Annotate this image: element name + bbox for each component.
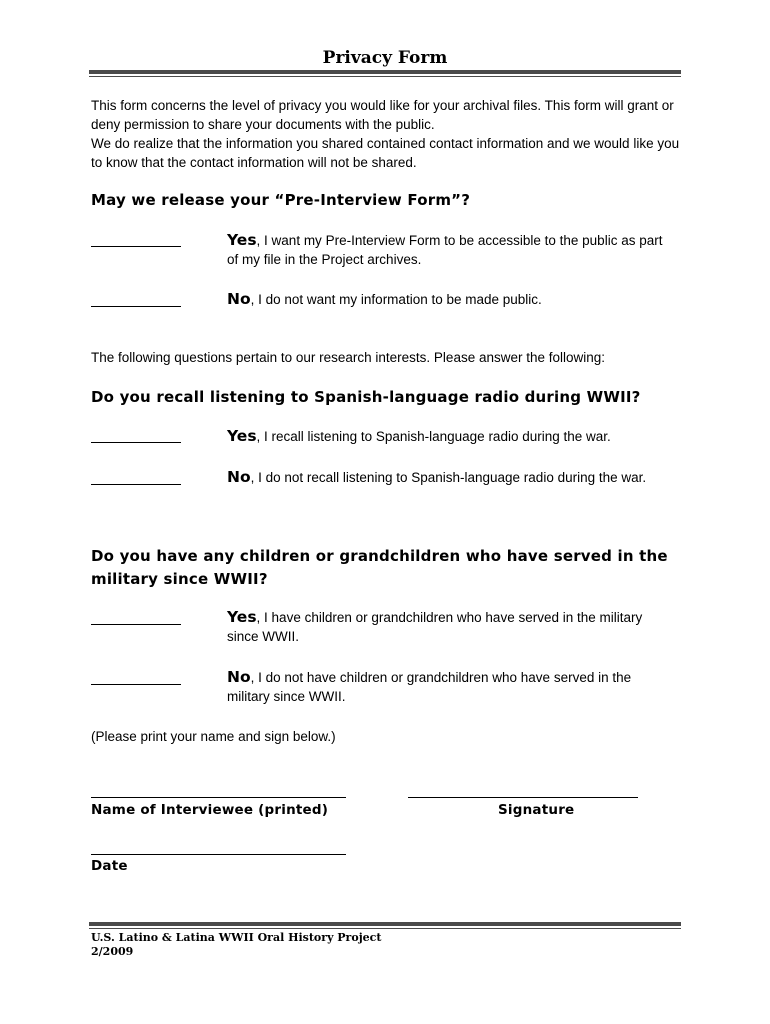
signature-label: Signature — [498, 802, 575, 818]
footer-project-name: U.S. Latino & Latina WWII Oral History Project — [91, 931, 382, 944]
footer-rule — [89, 922, 681, 929]
research-intro: The following questions pertain to our research interests. Please answer the following: — [91, 350, 606, 365]
intro-line-2: We do realize that the information you shared contained contact information and we would like you to know that the contact information will not be shared. — [91, 136, 680, 170]
q3-no-text: , I do not have children or grandchildren who have served in the military since WWII. — [227, 670, 632, 704]
question-pre-interview: May we release your “Pre-Interview Form”? — [91, 191, 471, 209]
q1-yes-option — [227, 231, 677, 269]
footer — [91, 931, 381, 959]
q3-no-option — [227, 668, 677, 706]
page-title: Privacy Form — [322, 48, 448, 68]
print-instruction: (Please print your name and sign below.) — [91, 729, 336, 744]
q1-no-option — [227, 290, 677, 309]
q1-no-blank[interactable] — [91, 306, 181, 307]
q2-no-option — [227, 468, 677, 487]
q2-yes-word: Yes — [227, 427, 257, 445]
intro-line-1: This form concerns the level of privacy you would like for your archival files. This form will grant or deny permission to share your documents with the public. — [91, 98, 674, 132]
intro-paragraph — [91, 96, 681, 172]
q2-no-blank[interactable] — [91, 484, 181, 485]
q3-no-blank[interactable] — [91, 684, 181, 685]
q3-no-word: No — [227, 668, 251, 686]
title-rule — [89, 70, 681, 77]
q3-yes-text: , I have children or grandchildren who have served in the military since WWII. — [227, 610, 643, 644]
q2-no-word: No — [227, 468, 251, 486]
signature-line[interactable] — [408, 797, 638, 798]
name-line[interactable] — [91, 797, 346, 798]
q1-yes-blank[interactable] — [91, 246, 181, 247]
q2-yes-option — [227, 427, 677, 446]
q3-yes-option — [227, 608, 677, 646]
q1-no-word: No — [227, 290, 251, 308]
question-spanish-radio: Do you recall listening to Spanish-language radio during WWII? — [91, 388, 641, 406]
q2-yes-blank[interactable] — [91, 442, 181, 443]
q2-yes-text: , I recall listening to Spanish-language radio during the war. — [256, 429, 611, 444]
date-label: Date — [91, 858, 128, 874]
q1-yes-word: Yes — [227, 231, 257, 249]
date-line[interactable] — [91, 854, 346, 855]
q3-yes-word: Yes — [227, 608, 257, 626]
q1-no-text: , I do not want my information to be made public. — [250, 292, 542, 307]
q2-no-text: , I do not recall listening to Spanish-language radio during the war. — [250, 470, 647, 485]
footer-date: 2/2009 — [91, 945, 134, 958]
q1-yes-text: , I want my Pre-Interview Form to be accessible to the public as part of my file in the Project archives. — [227, 233, 663, 267]
name-label: Name of Interviewee (printed) — [91, 802, 329, 818]
question-military-service: Do you have any children or grandchildren who have served in the military since WWII? — [91, 547, 668, 588]
q3-yes-blank[interactable] — [91, 624, 181, 625]
